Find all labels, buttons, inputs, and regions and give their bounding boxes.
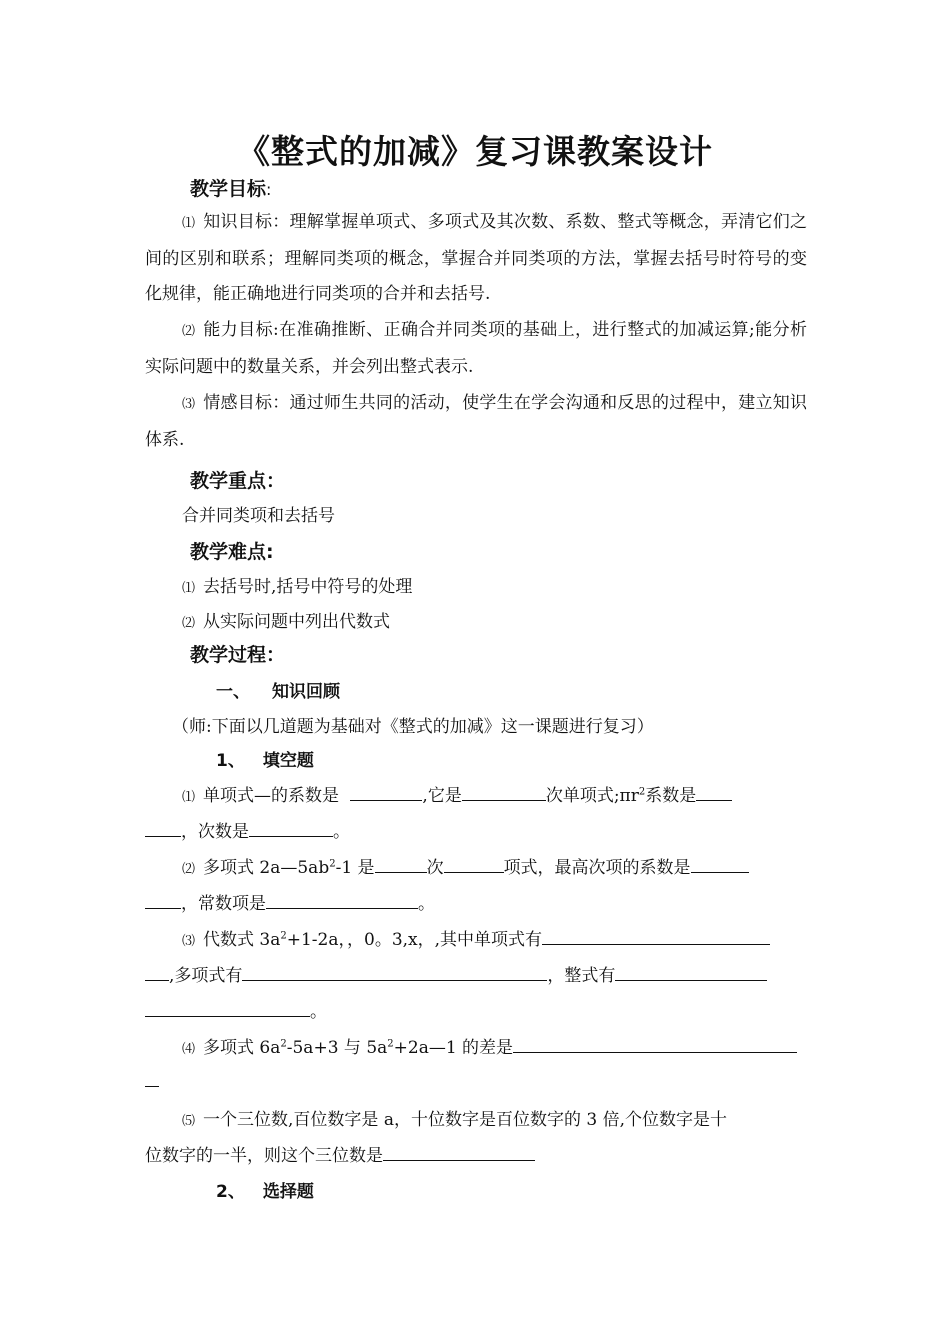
answer-blank[interactable] — [350, 783, 422, 801]
answer-blank[interactable] — [145, 1069, 159, 1087]
question-3-line-3: 。 — [145, 997, 327, 1022]
answer-blank[interactable] — [444, 855, 504, 873]
goal-item-emotion: ⑶ 情感目标：通过师生共同的活动，使学生在学会沟通和反思的过程中，建立知识体系. — [145, 393, 807, 450]
answer-blank[interactable] — [383, 1143, 535, 1161]
question-1-line-1: ⑴ 单项式—的系数是 ,它是 次单项式$;\pi r^2$系数是 — [182, 781, 732, 806]
question-5-line-1: ⑸ 一个三位数,百位数字是 a，十位数字是百位数字的 3 倍,个位数字是十 — [182, 1110, 727, 1130]
goal-item-ability: ⑵ 能力目标:在准确推断、正确合并同类项的基础上，进行整式的加减运算;能分析实际问题中的数量关系，并会列出整式表示. — [145, 320, 807, 377]
question-5-line-2: 位数字的一半，则这个三位数是 — [145, 1141, 535, 1166]
document-title: 《整式的加减》复习课教案设计 — [237, 132, 713, 171]
answer-blank[interactable] — [145, 819, 181, 837]
question-3-line-2: ,多项式有 ，整式有 — [145, 961, 767, 986]
question-4-line-1: ⑷ 多项式 $6a^2-5a+3$ 与 $5a^2+2a—1$ 的差是 — [182, 1033, 797, 1058]
answer-blank[interactable] — [542, 927, 770, 945]
answer-blank[interactable] — [462, 783, 546, 801]
question-4-line-2 — [145, 1069, 159, 1092]
question-2-line-2: ，常数项是 。 — [145, 889, 435, 914]
question-2-line-1: ⑵ 多项式 $2a—5ab^2-1$ 是 次 项式，最高次项的系数是 — [182, 853, 749, 878]
question-3-line-1: ⑶ 代数式 $3a^2+1-2a$，，0。3,x，,其中单项式有 — [182, 925, 770, 950]
section-review-heading: 一、 知识回顾 — [216, 682, 340, 702]
teacher-note: （师:下面以几道题为基础对《整式的加减》这一课题进行复习） — [172, 717, 654, 737]
goal-item-knowledge: ⑴ 知识目标：理解掌握单项式、多项式及其次数、系数、整式等概念，弄清它们之间的区别和联系；理解同类项的概念，掌握合并同类项的方法，掌握去括号时符号的变化规律，能正确地进行同类项的合并和去括号. — [145, 212, 807, 304]
answer-blank[interactable] — [375, 855, 427, 873]
fill-blank-heading: 1、 填空题 — [216, 751, 314, 771]
answer-blank[interactable] — [145, 963, 169, 981]
choice-heading: 2、 选择题 — [216, 1182, 314, 1202]
difficulty-item: ⑵ 从实际问题中列出代数式 — [182, 612, 391, 632]
difficulty-item: ⑴ 去括号时,括号中符号的处理 — [182, 577, 413, 597]
answer-blank[interactable] — [145, 999, 310, 1017]
answer-blank[interactable] — [691, 855, 749, 873]
goals-heading: 教学目标: — [190, 178, 272, 200]
answer-blank[interactable] — [513, 1035, 797, 1053]
question-1-line-2: ，次数是 。 — [145, 817, 350, 842]
difficulties-heading: 教学难点: — [190, 541, 274, 563]
key-points-heading: 教学重点： — [190, 470, 286, 492]
answer-blank[interactable] — [242, 963, 547, 981]
answer-blank[interactable] — [249, 819, 333, 837]
answer-blank[interactable] — [615, 963, 767, 981]
answer-blank[interactable] — [696, 783, 732, 801]
answer-blank[interactable] — [266, 891, 418, 909]
answer-blank[interactable] — [145, 891, 181, 909]
key-points-text: 合并同类项和去括号 — [182, 506, 335, 526]
process-heading: 教学过程： — [190, 644, 286, 666]
